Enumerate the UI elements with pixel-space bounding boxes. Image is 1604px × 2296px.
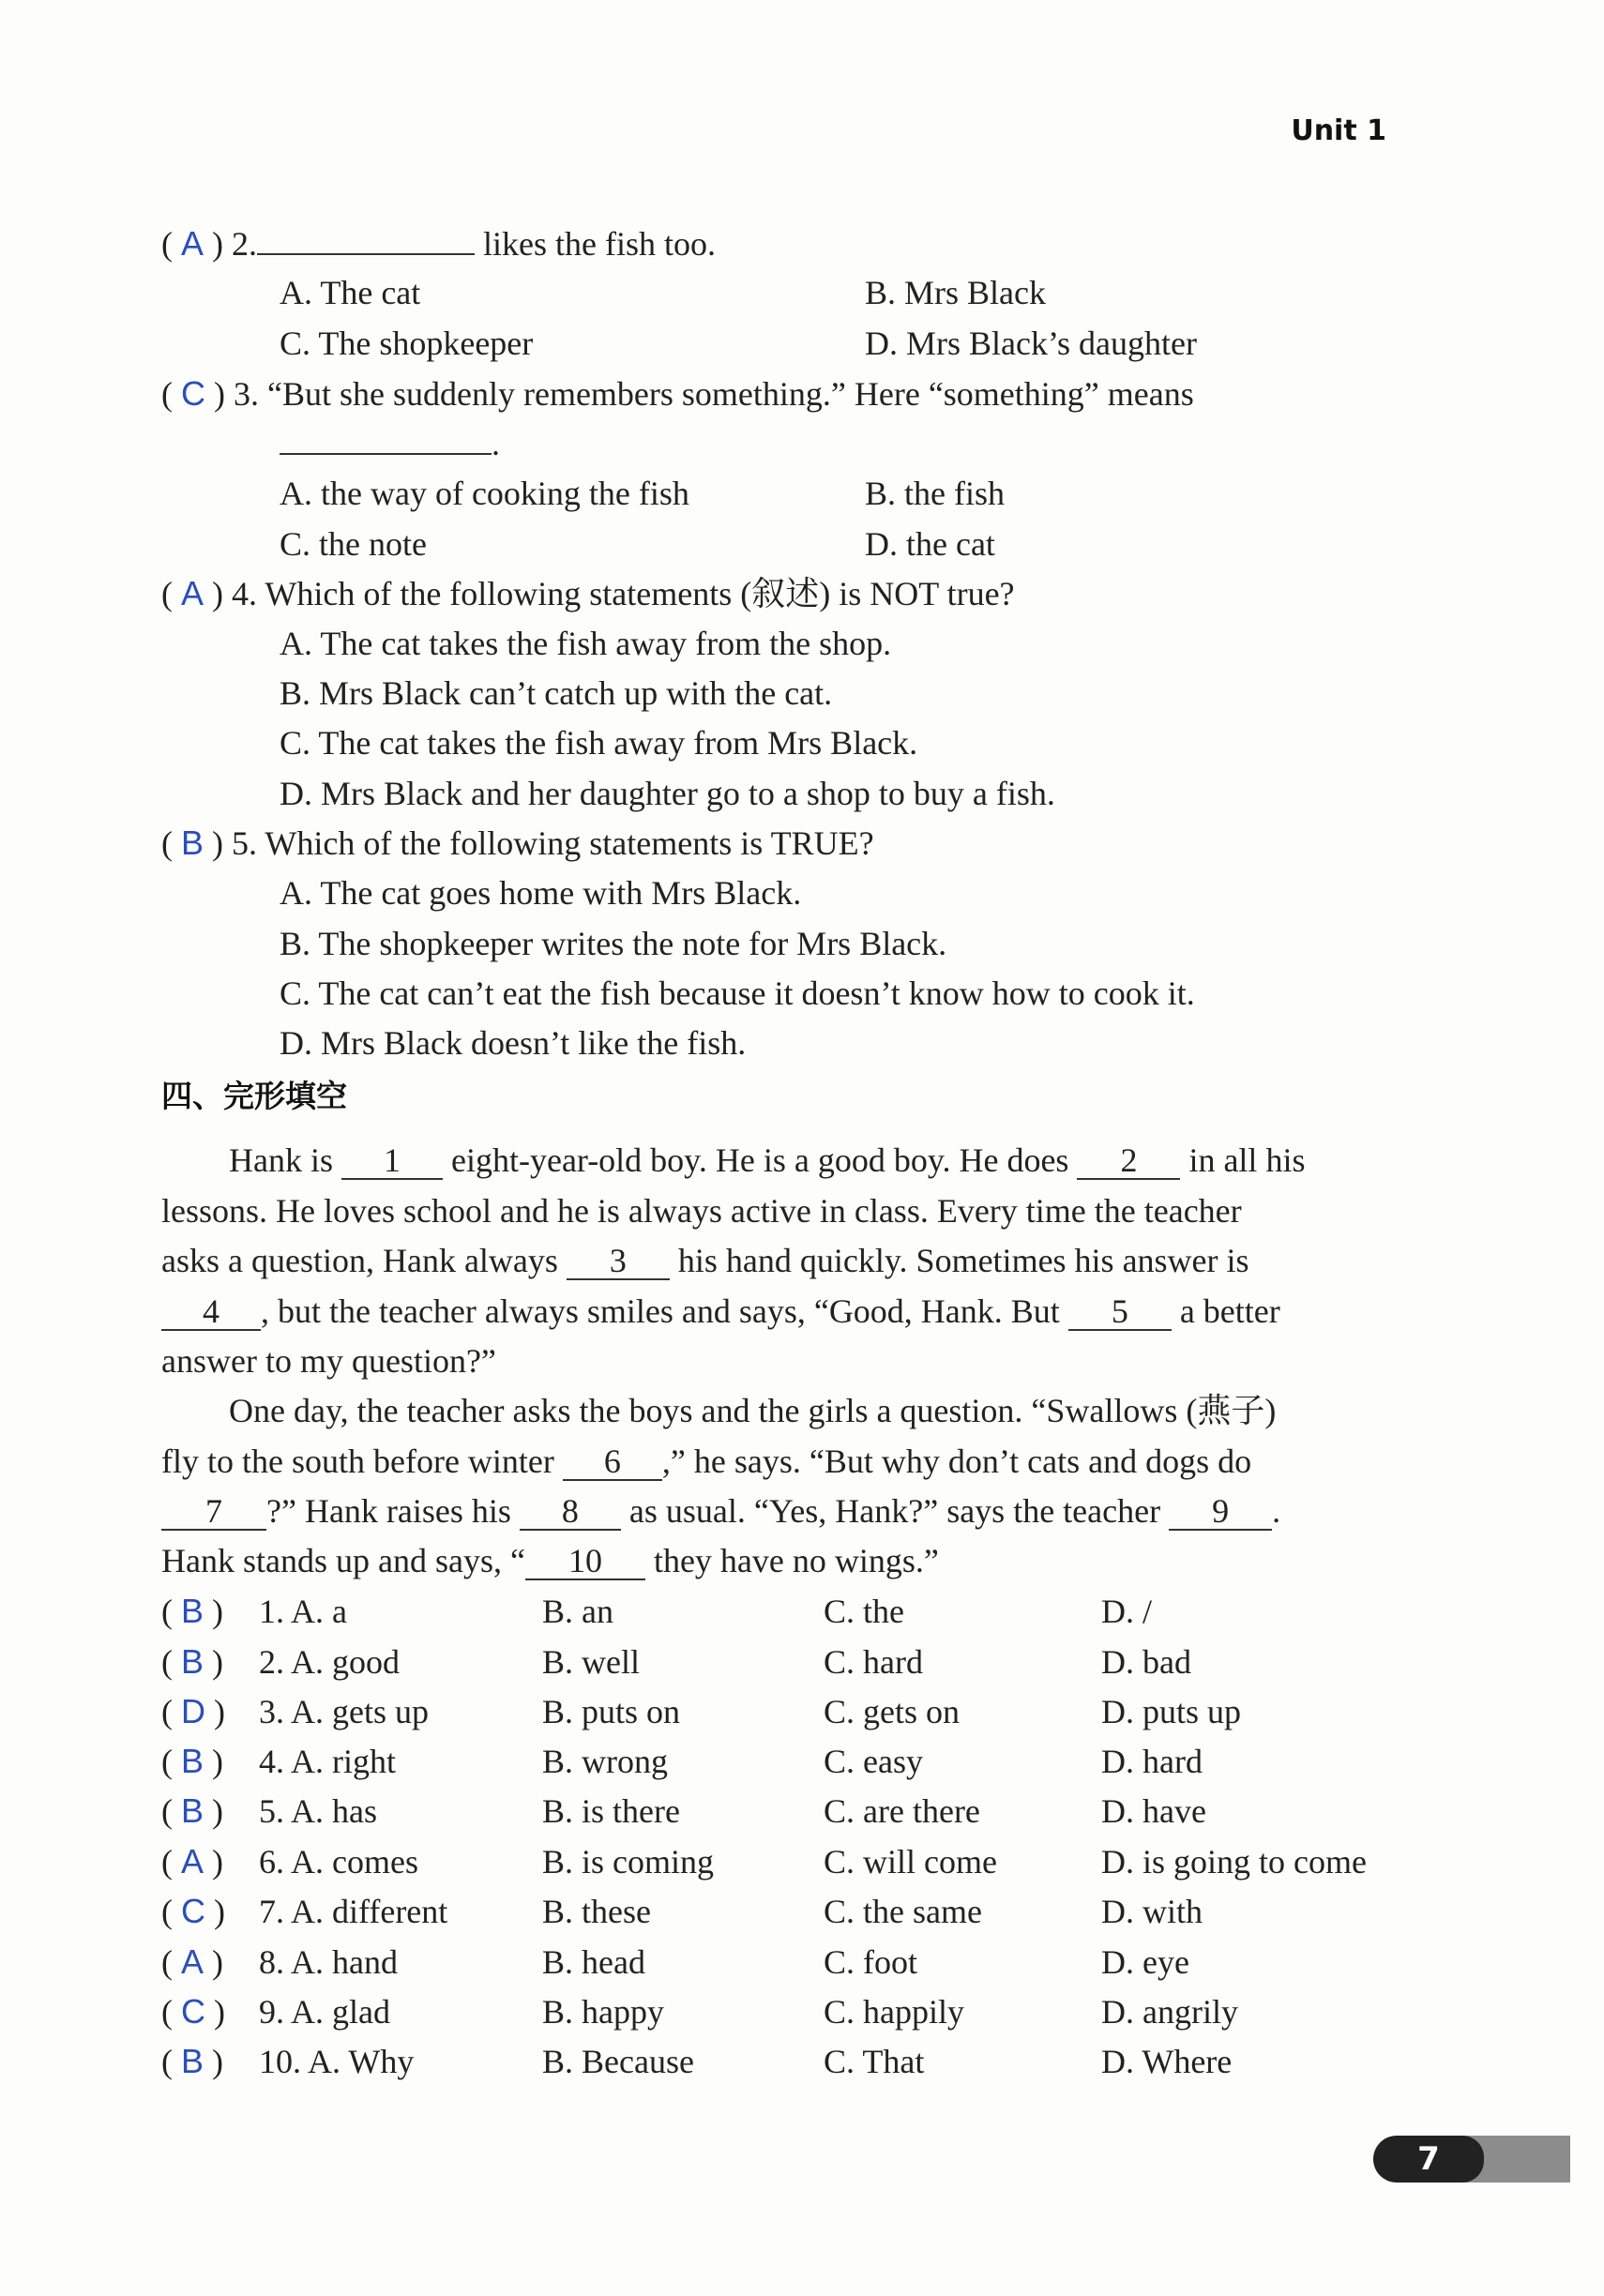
answer-paren: ( B ) (161, 1642, 224, 1681)
option-b: B. is coming (542, 1843, 715, 1881)
option-b: B. happy (542, 1993, 664, 2031)
question-4-option-d: D. Mrs Black and her daughter go to a shop to buy a fish. (280, 775, 1055, 812)
question-4-option-a: A. The cat takes the fish away from the shop. (280, 625, 892, 662)
question-3-option-b: B. the fish (865, 475, 1005, 512)
cloze-question-row (161, 2039, 1409, 2084)
cloze-question-row (161, 1839, 1409, 1884)
option-a: 4. A. right (259, 1743, 397, 1780)
question-3-blank-line: . (280, 421, 500, 466)
answer-mark: C (181, 1892, 205, 1930)
option-b: B. an (542, 1593, 613, 1630)
option-d: D. / (1101, 1593, 1152, 1630)
question-5-option-a: A. The cat goes home with Mrs Black. (280, 874, 802, 912)
option-c: C. That (824, 2043, 925, 2080)
option-d: D. hard (1101, 1743, 1203, 1780)
answer-blank (280, 453, 492, 455)
question-4-stem: ( A ) 4. Which of the following statements (叙述) is NOT true? (161, 574, 1015, 612)
question-2-option-b: B. Mrs Black (865, 274, 1046, 311)
option-c: C. will come (824, 1843, 997, 1881)
option-a: 7. A. different (259, 1893, 448, 1930)
answer-mark: B (181, 1592, 204, 1630)
option-b: B. Because (542, 2043, 694, 2080)
question-5-option-d: D. Mrs Black doesn’t like the fish. (280, 1024, 747, 1062)
passage-line-8: 7 ?” Hank raises his 8 as usual. “Yes, Hank?” says the teacher 9 . (161, 1488, 1280, 1533)
unit-label: Unit 1 (1291, 114, 1386, 147)
cloze-question-row (161, 1889, 1409, 1934)
option-a: 8. A. hand (259, 1943, 398, 1981)
answer-mark: B (181, 823, 204, 862)
option-b: B. is there (542, 1792, 680, 1830)
answer-paren: ( A ) (161, 1842, 224, 1881)
answer-mark: A (181, 574, 204, 612)
answer-mark: A (181, 1942, 204, 1981)
answer-paren: ( B ) (161, 1742, 224, 1780)
cloze-question-row (161, 1940, 1409, 1985)
question-2-stem: ( A ) 2. likes the fish too. (161, 224, 716, 263)
answer-mark: B (181, 1791, 204, 1830)
option-b: B. head (542, 1943, 645, 1981)
question-2-option-a: A. The cat (280, 274, 421, 311)
option-d: D. angrily (1101, 1993, 1238, 2031)
question-4-option-c: C. The cat takes the fish away from Mrs Black. (280, 724, 918, 762)
option-b: B. wrong (542, 1743, 668, 1780)
option-c: C. hard (824, 1643, 923, 1681)
option-d: D. have (1101, 1792, 1206, 1830)
option-d: D. is going to come (1101, 1843, 1367, 1881)
option-c: C. gets on (824, 1693, 961, 1730)
page-number: 7 (1417, 2140, 1440, 2178)
cloze-question-row (161, 1689, 1409, 1734)
section-title: 四、完形填空 (161, 1078, 347, 1114)
option-c: C. happily (824, 1993, 964, 2031)
cloze-question-row (161, 1639, 1409, 1684)
option-b: B. well (542, 1643, 640, 1681)
answer-paren: ( A ) (161, 1942, 224, 1981)
option-c: C. the same (824, 1893, 982, 1930)
option-c: C. easy (824, 1743, 923, 1780)
option-a: 2. A. good (259, 1643, 401, 1681)
question-3-stem: ( C ) 3. “But she suddenly remembers something.” Here “something” means (161, 374, 1194, 413)
option-c: C. foot (824, 1943, 918, 1981)
answer-paren: ( B ) (161, 1791, 224, 1830)
passage-line-3: asks a question, Hank always 3 his hand quickly. Sometimes his answer is (161, 1242, 1249, 1279)
question-5-option-c: C. The cat can’t eat the fish because it doesn’t know how to cook it. (280, 974, 1195, 1012)
answer-blank (257, 253, 475, 255)
passage-line-6: One day, the teacher asks the boys and the girls a question. “Swallows (燕子) (229, 1392, 1277, 1429)
question-3-option-c: C. the note (280, 525, 427, 563)
option-a: 9. A. glad (259, 1993, 390, 2031)
option-d: D. puts up (1101, 1693, 1242, 1730)
answer-mark: B (181, 1642, 204, 1681)
answer-mark: B (181, 1742, 204, 1780)
passage-line-7: fly to the south before winter 6 ,” he says. “But why don’t cats and dogs do (161, 1443, 1252, 1480)
answer-paren: ( C ) (161, 1992, 225, 2031)
question-3-option-d: D. the cat (865, 525, 995, 563)
question-3-option-a: A. the way of cooking the fish (280, 475, 689, 512)
option-d: D. Where (1101, 2043, 1233, 2080)
option-a: 1. A. a (259, 1593, 347, 1630)
answer-paren: ( D ) (161, 1692, 225, 1730)
option-a: 3. A. gets up (259, 1693, 430, 1730)
question-5-stem: ( B ) 5. Which of the following statements is TRUE? (161, 823, 874, 862)
cloze-question-row (161, 1589, 1409, 1634)
option-b: B. puts on (542, 1693, 681, 1730)
passage-line-2: lessons. He loves school and he is always active in class. Every time the teacher (161, 1192, 1242, 1230)
cloze-question-row (161, 1989, 1409, 2034)
answer-mark: C (181, 1992, 205, 2031)
cloze-question-row (161, 1789, 1409, 1834)
option-b: B. these (542, 1893, 651, 1930)
passage-line-4: 4 , but the teacher always smiles and says, “Good, Hank. But 5 a better (161, 1289, 1280, 1334)
answer-paren: ( B ) (161, 2042, 224, 2080)
option-d: D. eye (1101, 1943, 1189, 1981)
answer-mark: A (181, 1842, 204, 1881)
answer-paren: ( B ) (161, 1592, 224, 1630)
passage-line-5: answer to my question?” (161, 1342, 496, 1380)
question-2-option-c: C. The shopkeeper (280, 325, 534, 362)
answer-paren: ( C ) (161, 1892, 225, 1930)
answer-mark: B (181, 2042, 204, 2080)
option-c: C. are there (824, 1792, 980, 1830)
option-a: 10. A. Why (259, 2043, 415, 2080)
answer-mark: C (181, 374, 205, 413)
answer-mark: A (181, 224, 204, 263)
passage-line-1: Hank is 1 eight-year-old boy. He is a good boy. He does 2 in all his (229, 1141, 1306, 1179)
question-2-option-d: D. Mrs Black’s daughter (865, 325, 1197, 362)
question-4-option-b: B. Mrs Black can’t catch up with the cat. (280, 674, 833, 712)
passage-line-9: Hank stands up and says, “ 10 they have no wings.” (161, 1542, 939, 1579)
option-a: 6. A. comes (259, 1843, 418, 1881)
option-d: D. with (1101, 1893, 1203, 1930)
option-d: D. bad (1101, 1643, 1191, 1681)
question-5-option-b: B. The shopkeeper writes the note for Mrs Black. (280, 925, 947, 962)
cloze-question-row (161, 1739, 1409, 1784)
answer-mark: D (181, 1692, 205, 1730)
option-a: 5. A. has (259, 1792, 377, 1830)
option-c: C. the (824, 1593, 904, 1630)
